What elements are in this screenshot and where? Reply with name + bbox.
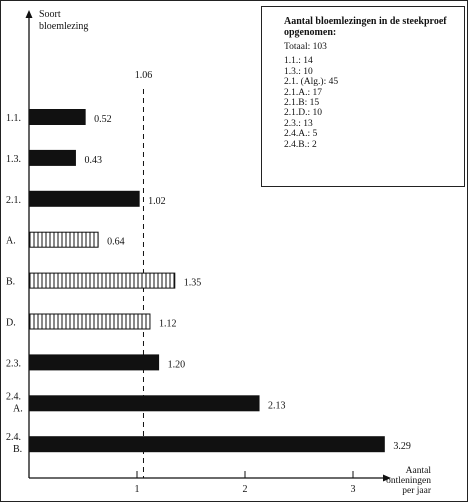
category-label: 1.1. xyxy=(6,113,21,124)
x-axis-title-line-1: Aantal xyxy=(405,466,431,476)
bar-value-label: 1.02 xyxy=(148,195,166,207)
sample-count-item: 2.4.B.: 2 xyxy=(284,139,317,150)
sample-count-item: 2.4.A.: 5 xyxy=(284,129,318,140)
bar-value-label: 3.29 xyxy=(393,441,411,453)
sample-count-item: 2.1. (Alg.): 45 xyxy=(284,77,339,88)
bar xyxy=(29,437,384,452)
bar-value-label: 0.52 xyxy=(94,114,112,125)
sample-total: Totaal: 103 xyxy=(284,42,327,52)
x-ticks xyxy=(135,471,356,495)
bar xyxy=(29,110,85,125)
reference-line-label: 1.06 xyxy=(134,70,153,81)
bar-value-label: 1.35 xyxy=(183,277,202,289)
x-tick-label: 2 xyxy=(242,484,248,495)
bar-value-label: 0.43 xyxy=(84,154,102,166)
sample-count-list xyxy=(284,56,454,150)
bar-value-label: 1.20 xyxy=(167,359,186,371)
sample-info-box xyxy=(261,6,465,187)
bar-value-label: 0.64 xyxy=(107,236,125,248)
bar xyxy=(29,314,150,329)
category-label: A. xyxy=(6,235,16,247)
bar xyxy=(29,355,159,370)
y-axis-title-line-1: Soort xyxy=(39,9,61,20)
sample-count-item: 1.3.: 10 xyxy=(284,66,313,77)
x-tick-label: 1 xyxy=(134,484,140,495)
bar xyxy=(29,232,98,247)
category-label: 2.4. B. xyxy=(6,432,23,456)
bar-value-label: 1.12 xyxy=(158,318,177,330)
category-label: B. xyxy=(6,276,16,288)
bar xyxy=(29,273,175,288)
sample-count-item: 2.1.B: 15 xyxy=(284,98,320,109)
category-label: 2.3. xyxy=(6,358,21,370)
sample-count-item: 1.1.: 14 xyxy=(284,56,313,67)
y-axis-arrow xyxy=(26,10,33,18)
category-label: 2.1. xyxy=(6,194,21,206)
x-tick-label: 3 xyxy=(350,484,356,495)
category-label: 2.4. A. xyxy=(6,391,23,415)
bar xyxy=(29,396,259,411)
bar xyxy=(29,150,75,165)
category-label: 1.3. xyxy=(6,153,21,165)
category-label: D. xyxy=(6,317,16,329)
bar xyxy=(29,191,139,206)
sample-count-item: 2.1.D.: 10 xyxy=(284,108,322,119)
sample-count-item: 2.1.A.: 17 xyxy=(284,87,322,98)
x-axis-title-line-3: per jaar xyxy=(402,486,431,496)
y-axis-title-line-2: bloemlezing xyxy=(39,21,89,32)
sample-info-title: Aantal bloemlezingen in de steekproef opgenomen: xyxy=(284,16,447,38)
sample-count-item: 2.3.: 13 xyxy=(284,118,313,129)
x-axis-title-line-2: ontleningen xyxy=(386,476,431,486)
bar-value-label: 2.13 xyxy=(268,400,286,412)
